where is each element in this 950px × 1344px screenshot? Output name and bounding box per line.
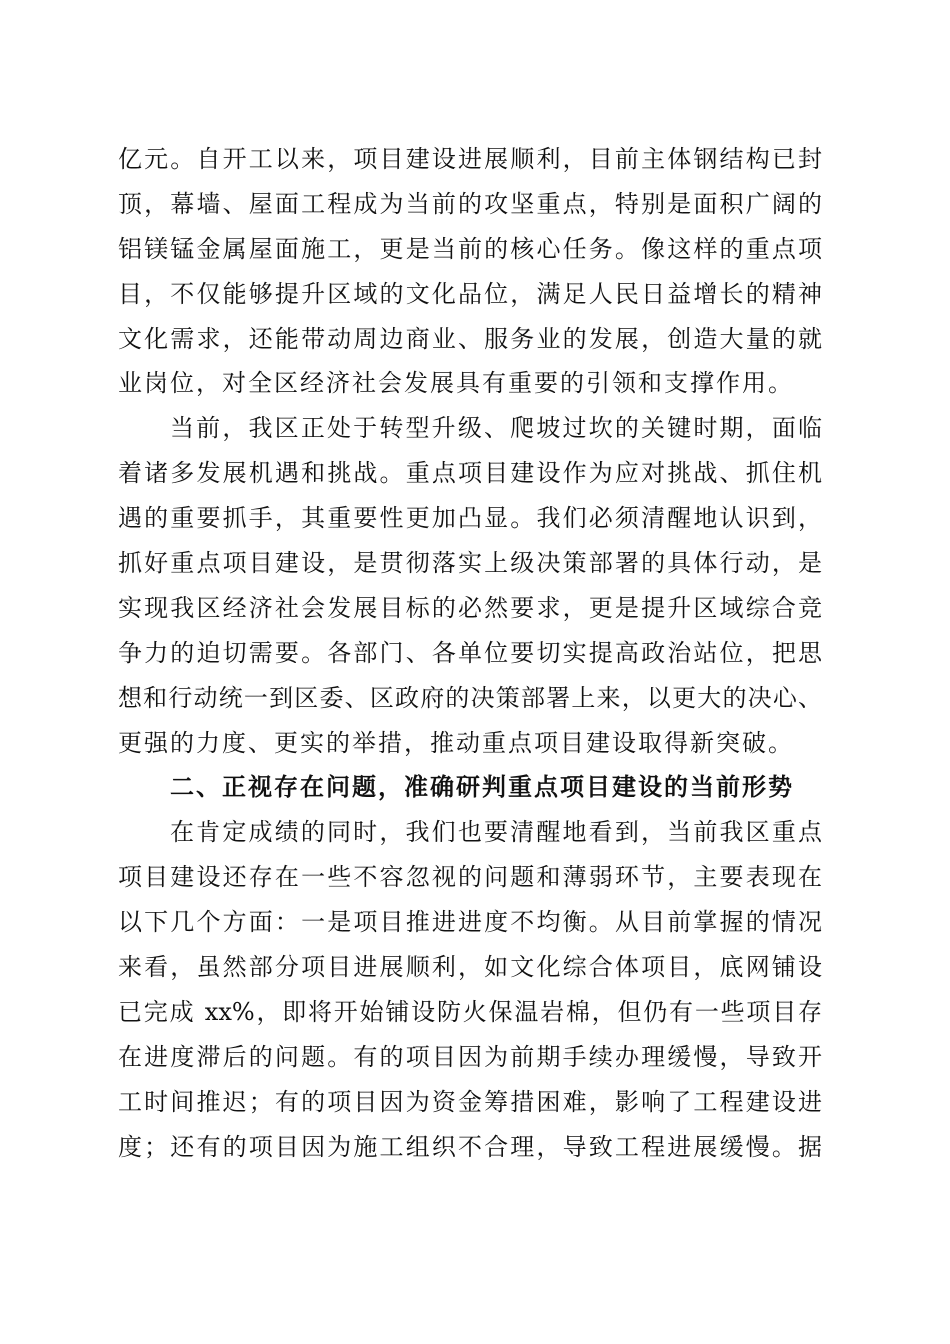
text-line: 遇的重要抓手，其重要性更加凸显。我们必须清醒地认识到， <box>118 504 822 533</box>
text-line: 业岗位，对全区经济社会发展具有重要的引领和支撑作用。 <box>118 369 794 398</box>
text-line: 来看，虽然部分项目进展顺利，如文化综合体项目，底网铺设 <box>118 953 822 982</box>
text-line: 目，不仅能够提升区域的文化品位，满足人民日益增长的精神 <box>118 279 822 308</box>
text-line: 抓好重点项目建设，是贯彻落实上级决策部署的具体行动，是 <box>118 549 822 578</box>
text-line: 实现我区经济社会发展目标的必然要求，更是提升区域综合竞 <box>118 593 822 622</box>
text-line: 当前，我区正处于转型升级、爬坡过坎的关键时期，面临 <box>170 414 822 443</box>
text-line: 工时间推迟；有的项目因为资金筹措困难，影响了工程建设进 <box>118 1087 822 1116</box>
text-line: 铝镁锰金属屋面施工，更是当前的核心任务。像这样的重点项 <box>118 234 822 263</box>
text-line: 亿元。自开工以来，项目建设进展顺利，目前主体钢结构已封 <box>118 145 822 173</box>
text-line: 着诸多发展机遇和挑战。重点项目建设作为应对挑战、抓住机 <box>118 459 822 488</box>
text-line: 度；还有的项目因为施工组织不合理，导致工程进展缓慢。据 <box>118 1132 822 1161</box>
text-line: 以下几个方面：一是项目推进进度不均衡。从目前掌握的情况 <box>118 908 822 937</box>
text-line: 更强的力度、更实的举措，推动重点项目建设取得新突破。 <box>118 728 794 757</box>
text-line: 文化需求，还能带动周边商业、服务业的发展，创造大量的就 <box>118 324 822 353</box>
text-line: 项目建设还存在一些不容忽视的问题和薄弱环节，主要表现在 <box>118 863 822 892</box>
text-line: 已完成 xx%，即将开始铺设防火保温岩棉，但仍有一些项目存 <box>118 997 822 1026</box>
document-body <box>118 137 822 1169</box>
section-heading: 二、正视存在问题，准确研判重点项目建设的当前形势 <box>170 773 794 802</box>
paragraph-2 <box>118 406 822 765</box>
text-line: 争力的迫切需要。各部门、各单位要切实提高政治站位，把思 <box>118 638 822 667</box>
paragraph-3 <box>118 810 822 1169</box>
text-line: 在进度滞后的问题。有的项目因为前期手续办理缓慢，导致开 <box>118 1042 822 1071</box>
text-line: 顶，幕墙、屋面工程成为当前的攻坚重点，特别是面积广阔的 <box>118 189 822 218</box>
text-line: 想和行动统一到区委、区政府的决策部署上来，以更大的决心、 <box>118 683 822 712</box>
text-line: 在肯定成绩的同时，我们也要清醒地看到，当前我区重点 <box>170 818 822 847</box>
paragraph-1 <box>118 137 822 406</box>
